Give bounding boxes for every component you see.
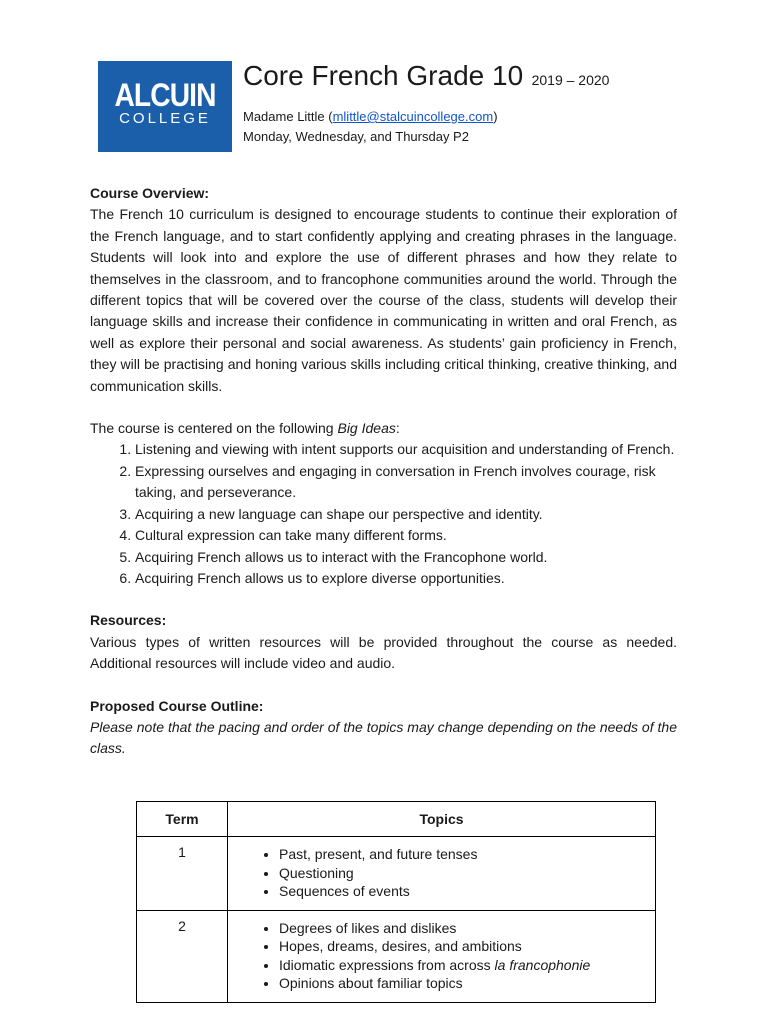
teacher-email-link[interactable]: mlittle@stalcuincollege.com (332, 109, 494, 124)
teacher-info (243, 107, 498, 147)
intro-end: : (395, 420, 400, 437)
topic-item: • Sequences of events (279, 882, 654, 901)
course-outline-table (136, 801, 656, 1003)
list-item: 1. Listening and viewing with intent supports our acquisition and understanding of French. (135, 439, 677, 460)
topic-item (279, 956, 654, 975)
list-item: 4. Cultural expression can take many different forms. (135, 525, 677, 546)
list-item: 5. Acquiring French allows us to interact with the Francophone world. (135, 547, 677, 568)
document-title (243, 60, 609, 92)
topic-item: • Hopes, dreams, desires, and ambitions (279, 937, 654, 956)
logo-line2: COLLEGE (119, 110, 211, 127)
outline-note: Please note that the pacing and order of the topics may change depending on the needs of the class. (90, 718, 677, 757)
topic-item: • Questioning (279, 864, 654, 883)
overview-heading: Course Overview: (90, 185, 210, 201)
term-cell: 2 (137, 910, 228, 1002)
list-item: 2. Expressing ourselves and engaging in conversation in French involves courage, risk taking, and perseverance. (135, 461, 677, 504)
teacher-line (243, 107, 498, 127)
topics-cell (228, 837, 656, 911)
topic-item: • Opinions about familiar topics (279, 974, 654, 993)
logo-line1: ALCUIN (114, 77, 216, 113)
list-item: 3. Acquiring a new language can shape our perspective and identity. (135, 504, 677, 525)
document-body (90, 183, 677, 760)
teacher-name: Madame Little ( (243, 109, 333, 124)
term-cell: 1 (137, 837, 228, 911)
teacher-suffix: ) (493, 109, 498, 124)
topics-cell (228, 910, 656, 1002)
term-header: Term (137, 802, 228, 837)
class-schedule: Monday, Wednesday, and Thursday P2 (243, 129, 469, 144)
course-title: Core French Grade 10 (243, 60, 524, 91)
topic-text: Idiomatic expressions from across (279, 956, 495, 973)
topic-item: • Past, present, and future tenses (279, 845, 654, 864)
outline-heading: Proposed Course Outline: (90, 697, 264, 714)
list-item: 6. Acquiring French allows us to explore diverse opportunities. (135, 568, 677, 589)
big-ideas-intro (90, 418, 677, 439)
topic-item: • Degrees of likes and dislikes (279, 919, 654, 938)
resources-heading: Resources: (90, 612, 167, 629)
table-header-row (137, 802, 656, 837)
resources-text: Various types of written resources will be provided throughout the course as needed. Additional resources will include video and audio. (90, 633, 677, 672)
big-ideas-list (90, 439, 677, 589)
table-row (137, 910, 656, 1002)
topics-header: Topics (228, 802, 656, 837)
topic-italic: la francophonie (494, 956, 591, 973)
overview-text: The French 10 curriculum is designed to encourage students to continue their exploration of the French language, and to start confidently applying and creating phrases in the language. Students will look into and explore the use of different phrases and how they relate to themselves in the classroom, and to francophone communities around the world. Through the different topics that will be covered over the course of the class, students will develop their language skills and increase their confidence in communicating in written and oral French, as well as explore their personal and social awareness. As students’ gain proficiency in French, they will be practising and honing various skills including critical thinking, creative thinking, and communication skills. (90, 206, 677, 394)
school-year: 2019 – 2020 (531, 72, 610, 88)
intro-text: The course is centered on the following (90, 420, 338, 437)
table-row (137, 837, 656, 911)
college-logo (98, 61, 232, 152)
intro-italic: Big Ideas (337, 420, 396, 437)
